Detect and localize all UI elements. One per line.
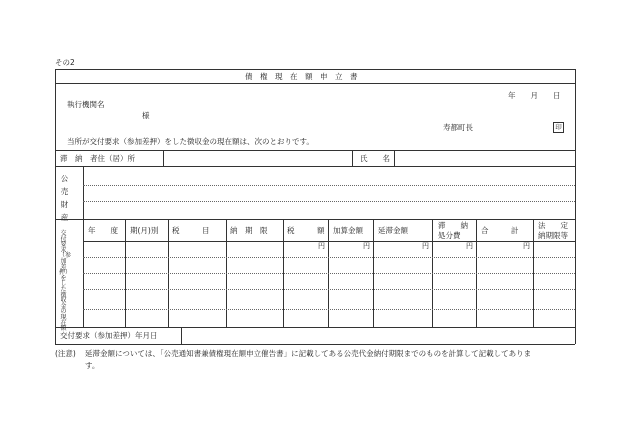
yen-delinquency: 円 [422, 242, 429, 250]
name-divider-left [352, 150, 353, 166]
header-delinquency: 延滞金額 [378, 226, 408, 235]
header-total: 合 計 [481, 226, 519, 235]
side-label: 交付要求（参加差押）をした徴収金の現在額 [59, 230, 72, 333]
header-statutory-2: 納期限等 [538, 231, 568, 240]
table-top [55, 219, 575, 220]
frame-top [55, 69, 575, 70]
header-period: 期(月)別 [130, 226, 159, 235]
header-delinq-fee-1: 滞 納 [438, 221, 468, 230]
statement-text: 当所が交付要求（参加差押）をした徴収金の現在額は、次のとおりです。 [67, 137, 314, 146]
page-label: その2 [55, 58, 75, 67]
address-divider [163, 150, 164, 166]
frame-left [55, 69, 56, 344]
header-delinq-fee-2: 処分費 [438, 231, 461, 240]
yen-total: 円 [523, 242, 530, 250]
row-line-3 [83, 289, 575, 290]
document-title: 債 権 現 在 額 申 立 書 [245, 72, 358, 81]
address-label: 滞 納 者住（居）所 [60, 154, 135, 163]
header-tax-amount: 税 額 [287, 226, 325, 235]
frame-right [575, 69, 576, 344]
header-bottom [83, 241, 575, 242]
note-line-1: 延滞金額については、「公売通知書兼債権現在額申立催告書」に記載してある公売代金納付期限までのものを計算して記載してありま [85, 349, 532, 358]
property-divider [83, 166, 84, 219]
row-line-1 [83, 257, 575, 258]
header-statutory-1: 法 定 [538, 221, 568, 230]
sender-name: 寿都町長 [443, 123, 473, 132]
header-surcharge: 加算金額 [333, 226, 363, 235]
public-property-label: 公売財産 [60, 174, 69, 222]
recipient-org-label: 執行機関名 [67, 100, 105, 109]
name-divider-right [394, 150, 395, 166]
row-line-4 [83, 309, 575, 310]
date-field: 年 月 日 [508, 91, 561, 100]
property-section-top [55, 166, 575, 167]
header-year: 年 度 [88, 226, 118, 235]
request-date-label: 交付要求（参加差押）年月日 [60, 331, 158, 340]
frame-bottom [55, 344, 575, 345]
title-underline [55, 83, 575, 84]
address-row-top [55, 150, 575, 151]
row-line-2 [83, 273, 575, 274]
header-due-date: 納 期 限 [230, 226, 268, 235]
header-tax-item: 税 目 [172, 226, 210, 235]
property-line-2 [83, 201, 575, 202]
honorific: 様 [142, 111, 150, 120]
seal-box: 印 [553, 122, 564, 133]
name-label: 氏 名 [360, 154, 390, 163]
request-date-divider [181, 327, 182, 344]
note-label: (注意) [55, 349, 76, 358]
note-line-2: す。 [85, 361, 100, 370]
yen-surcharge: 円 [363, 242, 370, 250]
yen-delinq-fee: 円 [466, 242, 473, 250]
request-date-row-top [55, 327, 575, 328]
property-line-1 [83, 185, 575, 186]
yen-tax-amount: 円 [318, 242, 325, 250]
